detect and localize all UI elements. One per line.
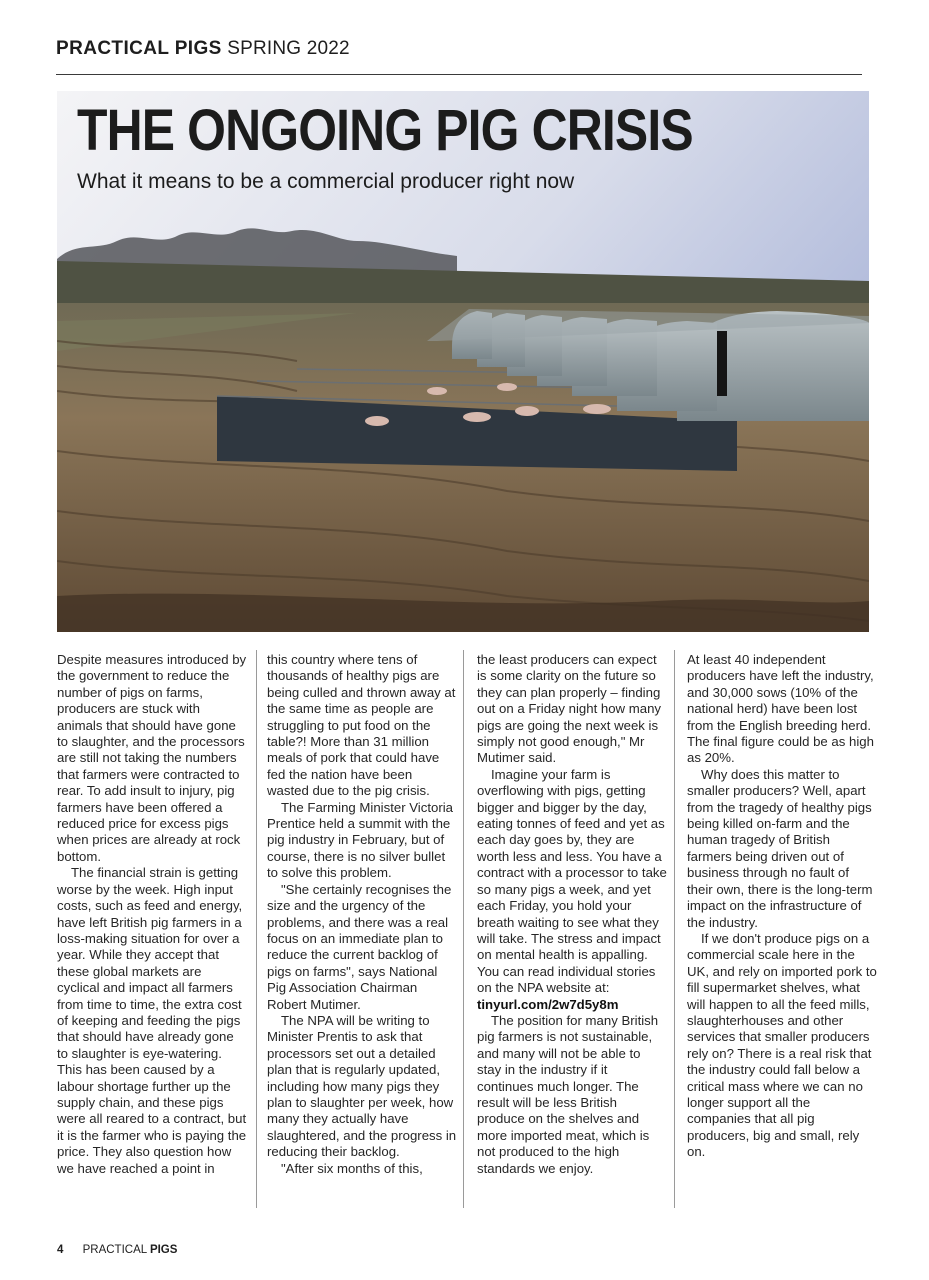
column-divider [674, 650, 675, 1208]
paragraph: the least producers can expect is some clarity on the future so they can plan properly – finding out on a Friday night how many pigs are going the next week is simply not good enough," Mr Mutimer said. [477, 652, 661, 766]
paragraph: this country where tens of thousands of healthy pigs are being culled and thrown away at the same time as people are struggling to put food on the table?! More than 31 million meals of pork that could have fed the nation have been wasted due to the pig crisis. [267, 652, 456, 799]
page-footer [57, 1244, 177, 1256]
paragraph: If we don't produce pigs on a commercial scale here in the UK, and rely on imported pork to fill supermarket shelves, what will happen to all the feed mills, slaughterhouses and other services that smaller producers rely on? There is a real risk that the industry could fall below a critical mass where we can no longer support all the companies that all pig producers, big and small, rely on. [687, 930, 877, 1160]
paragraph-text: Imagine your farm is overflowing with pigs, getting bigger and bigger by the day, eating tonnes of feed and yet as each day goes by, they are worth less and less. You have a contract with a processor to take so many pigs a week, and yet each Friday, you hold your breath waiting to see what they will take. The stress and impact on mental health is appalling. You can read individual stories on the NPA website at: [477, 766, 667, 996]
article-headline: THE ONGOING PIG CRISIS [77, 98, 693, 163]
column-divider [463, 650, 464, 1208]
header-divider [56, 74, 862, 75]
paragraph: "She certainly recognises the size and the urgency of the problems, and there was a real focus on an immediate plan to reduce the current backlog of pigs on farms", says National Pig Association Chairman Robert Mutimer. [267, 881, 452, 1012]
article-column-1 [57, 652, 247, 1177]
paragraph: Despite measures introduced by the government to reduce the number of pigs on farms, producers are stuck with animals that should have gone to slaughter, and the processors are still not taking the numbers that farmers were contracted to rear. To add insult to injury, pig farmers have been offered a reduced price for excess pigs when prices are already at rock bottom. [57, 652, 247, 864]
paragraph: The financial strain is getting worse by the week. High input costs, such as feed and energy, have left British pig farmers in a loss-making situation for over a year. While they accept that these global markets are cyclical and impact all farmers from time to time, the extra cost of keeping and feeding the pigs that should have already gone to slaughter is eye-watering. This has been caused by a labour shortage further up the supply chain, and these pigs were all reared to a contract, but it is the farmer who is paying the price. They also question how we have reached a point in [57, 865, 247, 1176]
paragraph [477, 767, 667, 1013]
article-standfirst: What it means to be a commercial producer right now [77, 170, 575, 193]
paragraph: The NPA will be writing to Minister Prentis to ask that processors set out a detailed plan that is regularly updated, including how many pigs they plan to slaughter per week, how many they actually have slaughtered, and the progress in reducing their backlog. [267, 1012, 457, 1160]
footer-publication-prefix: PRACTICAL [82, 1244, 147, 1256]
paragraph: Why does this matter to smaller producers? Well, apart from the tragedy of healthy pigs being killed on-farm and the human tragedy of British farmers being driven out of business through no fault of their own, there is the long-term impact on the infrastructure of the industry. [687, 766, 873, 930]
article-column-4 [687, 652, 877, 1161]
column-divider [256, 650, 257, 1208]
header-brand: PRACTICAL PIGS [56, 38, 222, 59]
paragraph: "After six months of this, [281, 1160, 423, 1176]
paragraph: The Farming Minister Victoria Prentice held a summit with the pig industry in February, but of course, there is no silver bullet to solve this problem. [267, 799, 453, 881]
article-column-2 [267, 652, 457, 1177]
article-column-3 [477, 652, 667, 1177]
header-issue: SPRING 2022 [227, 38, 350, 59]
page-number: 4 [57, 1244, 64, 1256]
paragraph: The position for many British pig farmers is not sustainable, and many will not be able to stay in the industry if it continues much longer. The result will be less British produce on the shelves and more imported meat, which is not produced to the high standards we enjoy. [477, 1012, 659, 1176]
paragraph: At least 40 independent producers have left the industry, and 30,000 sows (10% of the national herd) have been lost from the English breeding herd. The final figure could be as high as 20%. [687, 652, 874, 766]
running-header [56, 38, 350, 60]
npa-website-link[interactable]: tinyurl.com/2w7d5y8m [477, 996, 619, 1012]
footer-publication-brand: PIGS [149, 1244, 178, 1256]
